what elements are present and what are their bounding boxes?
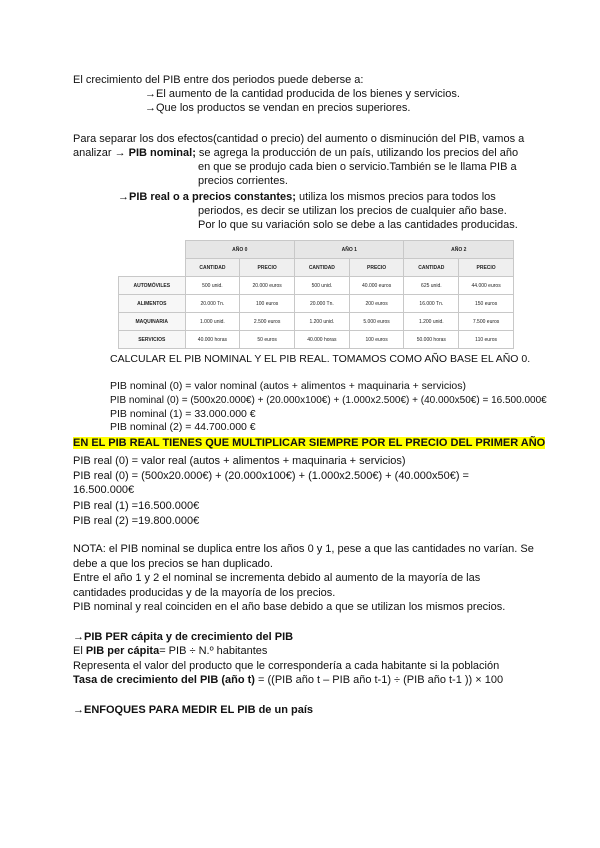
table-cell: 100 euros xyxy=(349,331,404,349)
pib-nominal-term: PIB nominal; xyxy=(128,147,196,159)
table-row-label: ALIMENTOS xyxy=(119,295,186,313)
real-line-3: 16.500.000€ xyxy=(73,484,135,496)
table-cell: 50.000 horas xyxy=(404,331,459,349)
intro-line-2: →El aumento de la cantidad producida de los bienes y servicios. xyxy=(145,88,460,100)
table-corner-cell xyxy=(119,241,186,259)
calc-nominal-line-1: PIB nominal (0) = valor nominal (autos + alimentos + maquinaria + servicios) xyxy=(110,380,466,392)
separar-line-1: Para separar los dos efectos(cantidad o precio) del aumento o disminución del PIB, vamos a xyxy=(73,133,525,145)
table-year-header: AÑO 2 xyxy=(404,241,514,259)
separar-line-2-post: se agrega la producción de un país, utilizando los precios del año xyxy=(195,147,519,159)
calc-title: CALCULAR EL PIB NOMINAL Y EL PIB REAL. TOMAMOS COMO AÑO BASE EL AÑO 0. xyxy=(110,353,531,365)
percapita-line-1-post: = PIB ÷ N.º habitantes xyxy=(159,645,268,657)
table-cell: 500 unid. xyxy=(185,277,240,295)
highlight-text: EN EL PIB REAL TIENES QUE MULTIPLICAR SIEMPRE POR EL PRECIO DEL PRIMER AÑO xyxy=(73,437,546,449)
table-cell: 110 euros xyxy=(459,331,514,349)
calc-nominal-line-2: PIB nominal (0) = (500x20.000€) + (20.000x100€) + (1.000x2.500€) + (40.000x50€) = 16.500.000€ xyxy=(110,395,547,406)
table-cell: 100 euros xyxy=(240,295,295,313)
nota-line-4: cantidades producidas y de la mayoría de los precios. xyxy=(73,587,336,599)
table-subheader: CANTIDAD xyxy=(295,259,350,277)
table-cell: 625 unid. xyxy=(404,277,459,295)
separar-line-2 xyxy=(73,147,518,160)
pib-data-table xyxy=(118,240,514,349)
table-cell: 500 unid. xyxy=(295,277,350,295)
separar-line-5 xyxy=(118,191,496,204)
pib-per-capita-term: PIB per cápita xyxy=(85,645,160,657)
pib-real-term: →PIB real o a precios constantes; xyxy=(118,191,296,203)
table-cell: 40.000 horas xyxy=(295,331,350,349)
table-cell: 40.000 euros xyxy=(349,277,404,295)
percapita-line-3 xyxy=(73,674,503,687)
table-subheader: CANTIDAD xyxy=(404,259,459,277)
table-cell: 1.000 unid. xyxy=(185,313,240,331)
intro-line-1: El crecimiento del PIB entre dos periodos puede deberse a: xyxy=(73,74,364,86)
separar-line-5-post: utiliza los mismos precios para todos los xyxy=(295,191,496,203)
table-year-header: AÑO 0 xyxy=(185,241,294,259)
table-subheader: PRECIO xyxy=(349,259,404,277)
table-row-label: SERVICIOS xyxy=(119,331,186,349)
table-cell: 200 euros xyxy=(349,295,404,313)
table-subheader: CANTIDAD xyxy=(185,259,240,277)
separar-line-2-pre: analizar → xyxy=(73,147,129,159)
table-cell: 40.000 horas xyxy=(185,331,240,349)
real-line-4: PIB real (1) =16.500.000€ xyxy=(73,500,200,512)
real-line-2: PIB real (0) = (500x20.000€) + (20.000x100€) + (1.000x2.500€) + (40.000x50€) = xyxy=(73,470,469,482)
table-row-label: AUTOMÓVILES xyxy=(119,277,186,295)
table-cell: 44.000 euros xyxy=(459,277,514,295)
calc-nominal-line-3: PIB nominal (1) = 33.000.000 € xyxy=(110,408,256,420)
nota-line-2: debe a que los precios se han duplicado. xyxy=(73,558,273,570)
table-year-header-row xyxy=(119,241,514,259)
table-cell: 20.000 Tn. xyxy=(185,295,240,313)
table-row xyxy=(119,295,514,313)
table-corner-cell xyxy=(119,259,186,277)
table-row xyxy=(119,313,514,331)
percapita-title: →PIB PER cápita y de crecimiento del PIB xyxy=(73,631,294,643)
table-row xyxy=(119,331,514,349)
calc-nominal-line-4: PIB nominal (2) = 44.700.000 € xyxy=(110,421,256,433)
table-cell: 20.000 Tn. xyxy=(295,295,350,313)
table-cell: 2.500 euros xyxy=(240,313,295,331)
table-cell: 20.000 euros xyxy=(240,277,295,295)
nota-line-5: PIB nominal y real coinciden en el año base debido a que se utilizan los mismos precios. xyxy=(73,601,506,613)
table-year-header: AÑO 1 xyxy=(295,241,404,259)
table-cell: 5.000 euros xyxy=(349,313,404,331)
percapita-line-1 xyxy=(73,645,267,658)
real-line-1: PIB real (0) = valor real (autos + alimentos + maquinaria + servicios) xyxy=(73,455,406,467)
table-cell: 1.200 unid. xyxy=(295,313,350,331)
table-row-label: MAQUINARIA xyxy=(119,313,186,331)
table-cell: 150 euros xyxy=(459,295,514,313)
table-cell: 50 euros xyxy=(240,331,295,349)
table-subheader-row xyxy=(119,259,514,277)
pib-real-highlight xyxy=(73,437,545,450)
tasa-crecimiento-term: Tasa de crecimiento del PIB (año t) xyxy=(73,674,255,686)
percapita-line-3-post: = ((PIB año t – PIB año t-1) ÷ (PIB año t-1 )) × 100 xyxy=(254,674,504,686)
table-row xyxy=(119,277,514,295)
table-cell: 1.200 unid. xyxy=(404,313,459,331)
separar-line-4: precios corrientes. xyxy=(198,175,288,187)
intro-line-3: →Que los productos se vendan en precios superiores. xyxy=(145,102,411,114)
percapita-line-1-pre: El xyxy=(73,645,86,657)
table-cell: 7.500 euros xyxy=(459,313,514,331)
separar-line-6: periodos, es decir se utilizan los precios de cualquier año base. xyxy=(198,205,507,217)
table-subheader: PRECIO xyxy=(240,259,295,277)
separar-line-7: Por lo que su variación solo se debe a las cantidades producidas. xyxy=(198,219,518,231)
table-cell: 16.000 Tn. xyxy=(404,295,459,313)
nota-line-1: NOTA: el PIB nominal se duplica entre los años 0 y 1, pese a que las cantidades no varían. Se xyxy=(73,543,534,555)
nota-line-3: Entre el año 1 y 2 el nominal se incrementa debido al aumento de la mayoría de las xyxy=(73,572,481,584)
separar-line-3: en que se produjo cada bien o servicio.También se le llama PIB a xyxy=(198,161,517,173)
table-subheader: PRECIO xyxy=(459,259,514,277)
enfoques-title: →ENFOQUES PARA MEDIR EL PIB de un país xyxy=(73,704,313,716)
percapita-line-2: Representa el valor del producto que le correspondería a cada habitante si la población xyxy=(73,660,500,672)
real-line-5: PIB real (2) =19.800.000€ xyxy=(73,515,200,527)
